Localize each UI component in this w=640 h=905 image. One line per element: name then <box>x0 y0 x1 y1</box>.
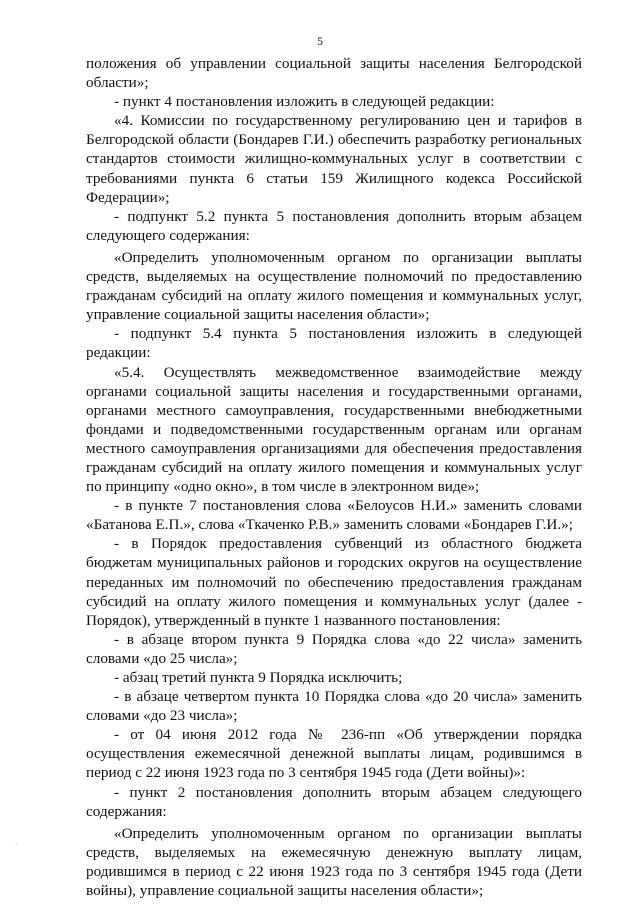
paragraph-item-2-text: «Определить уполномоченным органом по организации выплаты средств, выделяемых на ежемесячную денежную выплату лицам, родившимся в период с 22 июня 1923 года по 3 сентября 1945 года (Дети войны), управление социальной защиты населения области»; <box>86 824 582 900</box>
page-number: 5 <box>317 34 323 48</box>
paragraph-subitem-5-2-intro: - подпункт 5.2 пункта 5 постановления дополнить вторым абзацем следующего содержания: <box>86 207 582 244</box>
paragraph-item-9-delete: - абзац третий пункта 9 Порядка исключить; <box>114 669 403 686</box>
paragraph-item-4-intro: - пункт 4 постановления изложить в следующей редакции: <box>114 93 495 111</box>
paragraph-subitem-5-4-intro: - подпункт 5.4 пункта 5 постановления изложить в следующей редакции: <box>86 325 582 362</box>
scan-speck: · · <box>12 842 18 848</box>
paragraph-procedure-intro: - в Порядок предоставления субвенций из областного бюджета бюджетам муниципальных районов и городских округов на осуществление переданных им полномочий по обеспечению предоставления гражданам субсидий на оплату жилого помещения и коммунальных услуг (далее - Порядок), утвержденный в пункте 1 названного постановления: <box>86 535 582 629</box>
paragraph-subitem-5-4-text: «5.4. Осуществлять межведомственное взаимодействие между органами социальной защиты населения и государственными органами, органами местного самоуправления, государственными внебюджетными фондами и подведомственными государственным органам или органам местного самоуправления организациями для обеспечения предоставления гражданам субсидий на оплату жилого помещения и коммунальных услуг по принципу «одно окно», в том числе в электронном виде»; <box>86 363 582 496</box>
paragraph-item-2-intro: - пункт 2 постановления дополнить вторым абзацем следующего содержания: <box>86 783 582 820</box>
paragraph-subitem-5-2-text: «Определить уполномоченным органом по организации выплаты средств, выделяемых на осуществление полномочий по предоставлению гражданам субсидий на оплату жилого помещения и коммунальных услуг, управление социальной защиты населения области»; <box>86 248 582 324</box>
paragraph-item-7-change: - в пункте 7 постановления слова «Белоусов Н.И.» заменить словами «Батанова Е.П.», слова «Ткаченко Р.В.» заменить словами «Бондарев Г.И.»; <box>86 497 582 534</box>
document-body <box>86 54 582 900</box>
paragraph-continuation: положения об управлении социальной защиты населения Белгородской области»; <box>86 55 582 92</box>
paragraph-item-4-text: «4. Комиссии по государственному регулированию цен и тарифов в Белгородской области (Бондарев Г.И.) обеспечить разработку региональных стандартов стоимости жилищно-коммунальных услуг в соответствии с требованиями пункта 6 статьи 159 Жилищного кодекса Российской Федерации»; <box>86 112 582 206</box>
paragraph-resolution-236: - от 04 июня 2012 года № 236-пп «Об утверждении порядка осуществления ежемесячной денежной выплаты лицам, родившимся в период с 22 июня 1923 года по 3 сентября 1945 года (Дети войны)»: <box>86 726 582 782</box>
paragraph-item-9-change: - в абзаце втором пункта 9 Порядка слова «до 22 числа» заменить словами «до 25 числа»; <box>86 630 582 667</box>
paragraph-item-10-change: - в абзаце четвертом пункта 10 Порядка слова «до 20 числа» заменить словами «до 23 числа»; <box>86 688 582 725</box>
